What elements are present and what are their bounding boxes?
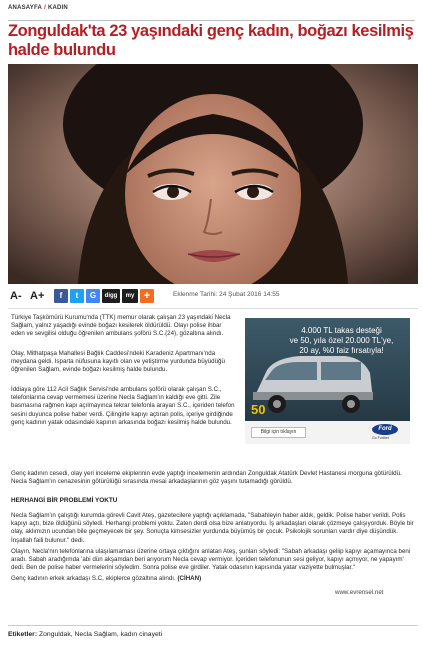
ad-footer	[245, 421, 410, 444]
twitter-icon: t	[75, 291, 79, 300]
publish-date: Eklenme Tarihi: 24 Şubat 2016 14:55	[173, 291, 280, 298]
digg-icon: digg	[104, 293, 118, 299]
article-paragraph-5: Necla Sağlam'ın çalıştığı kurumda görevli Cavit Ateş, gazetecilere yaptığı açıklamada, "Sabahleyin haber aldık, geldik. Polise haber verildi. Polis kapıyı açtı, bize öldüğünü söyledi. Herhangi problemi yoktu. Zaten derdi olsa bize anlatıyordu. İş arkadaşları olarak çözmeye çalışıyorduk. Böyle bir olay, aklımızın ucundan bile geçmeyecek bir şey. Sonuçta kimsesizler yurdunda büyümüş bir çocuk. Psikolojik sorunları vardır diye düşündük. İnşallah faili bulunur." dedi.	[11, 512, 414, 544]
article-toolbar	[8, 288, 418, 306]
tags-label: Etiketler:	[8, 631, 38, 638]
font-decrease-button[interactable]: A-	[10, 290, 22, 302]
article-hero-photo	[8, 64, 418, 284]
toolbar-divider	[8, 308, 418, 309]
ford-logo-icon: Ford	[372, 424, 398, 435]
ford-advertisement[interactable]	[245, 318, 410, 444]
google-icon: G	[89, 291, 97, 300]
ad-anniversary-badge: 50	[251, 402, 266, 417]
tags-divider	[8, 625, 418, 626]
ad-line-1: 4.000 TL takas desteği	[301, 326, 382, 335]
breadcrumb-home-link[interactable]: ANASAYFA	[8, 5, 43, 11]
news-agency-credit: (CİHAN)	[177, 575, 202, 582]
google-share-button[interactable]	[86, 289, 100, 303]
article-paragraph-2: Olay, Mithatpaşa Mahallesi Bağlık Caddesi'ndeki Karadeniz Apartmanı'nda meydana geldi. Isparta nüfusuna kayıtlı olan ve yetiştirme yurdunda büyüdüğü öğrenilen Sağlam, evinde boğazı kesilmiş halde bulundu.	[11, 350, 225, 374]
article-tags	[8, 631, 162, 638]
plus-icon: +	[143, 290, 151, 302]
source-link[interactable]: www.evrensel.net	[335, 589, 384, 596]
ad-info-button[interactable]: Bilgi için tıklayın	[251, 427, 306, 438]
myspace-icon: my	[125, 293, 135, 299]
article-subheading: HERHANGİ BİR PROBLEMİ YOKTU	[11, 497, 118, 504]
article-paragraph-7	[11, 575, 331, 583]
facebook-share-button[interactable]	[54, 289, 68, 303]
article-paragraph-1: Türkiye Taşkömürü Kurumu'nda (TTK) memur olarak çalışan 23 yaşındaki Necla Sağlam, yalnız yaşadığı evinde boğazı kesilerek öldürüldü. Olayı polise ihbar eden ve sevgilisi olduğu öğrenilen ambulans şoförü S.C.(24), gözaltına alındı.	[11, 314, 231, 338]
tags-list[interactable]: Zonguldak, Necla Sağlam, kadın cinayeti	[38, 631, 163, 638]
article-paragraph-6: Olayın, Necla'nın telefonlarına ulaşılamaması üzerine ortaya çıktığını anlatan Ateş, şunları söyledi: "Sabah arkadaşı geliip kapıyı açamayınca beni aradı. Sabah aradığımda 'abi dün akşamdan beri arıyorum Necla cevap vermiyor. İçeriden telefonunun sesi geliyor, kapıyı açmıyor, ne yapayım' dedi. Ben de polise haber vermelerini söyledim. Sonra polise eve girdiler. Yatak odasının kapısında yatar vaziyette bulmuşlar."	[11, 548, 411, 572]
article-paragraph-4: Genç kadının cesedi, olay yeri inceleme ekiplerinin evde yaptığı incelemenin ardından Zonguldak Atatürk Devlet Hastanesi morguna götürüldü. Necla Sağlam'ın cenazesinin götürülüğü sırasında mesai arkadaşlarının göz yaşını tutamadığı görüldü.	[11, 470, 402, 486]
article-paragraph-3: İddiaya göre 112 Acil Sağlık Servisi'nde ambulans şoförü olarak çalışan S.C., telefonlarına cevap vermemesi üzerine Necla Sağlam'ın kaldığı eve gitti. Zile basmasına rağmen kapı açılmayınca tekrar telefonla arayan S.C., içeriden telefon sesini duyunca polise haber verdi. Çilingirle kapıyı açtıran polis, içeriye girdiğinde genç kadının yatak odasındaki kapının arkasında boğazı kesilmiş halde bulundu.	[11, 386, 235, 426]
ad-line-3: 20 ay, %0 faiz fırsatıyla!	[299, 346, 384, 355]
ad-line-2: ve 50, yıla özel 20.000 TL'ye,	[289, 336, 394, 345]
portrait-photo-illustration	[8, 64, 418, 284]
twitter-share-button[interactable]	[70, 289, 84, 303]
breadcrumb-separator: /	[44, 5, 46, 11]
breadcrumb-category-link[interactable]: KADIN	[47, 5, 68, 11]
facebook-icon: f	[59, 291, 63, 300]
article-paragraph-7-text: Genç kadının erkek arkadaşı S.C, ekiplerce gözaltına alındı.	[11, 575, 178, 582]
digg-share-button[interactable]	[102, 289, 120, 303]
myspace-share-button[interactable]	[122, 289, 138, 303]
more-share-button[interactable]	[140, 289, 154, 303]
article-headline: Zonguldak'ta 23 yaşındaki genç kadın, boğazı kesilmiş halde bulundu	[8, 22, 414, 59]
font-increase-button[interactable]: A+	[30, 290, 45, 302]
ad-slogan: Go Further	[372, 436, 389, 440]
breadcrumb	[8, 5, 415, 21]
ad-headline	[279, 326, 404, 356]
